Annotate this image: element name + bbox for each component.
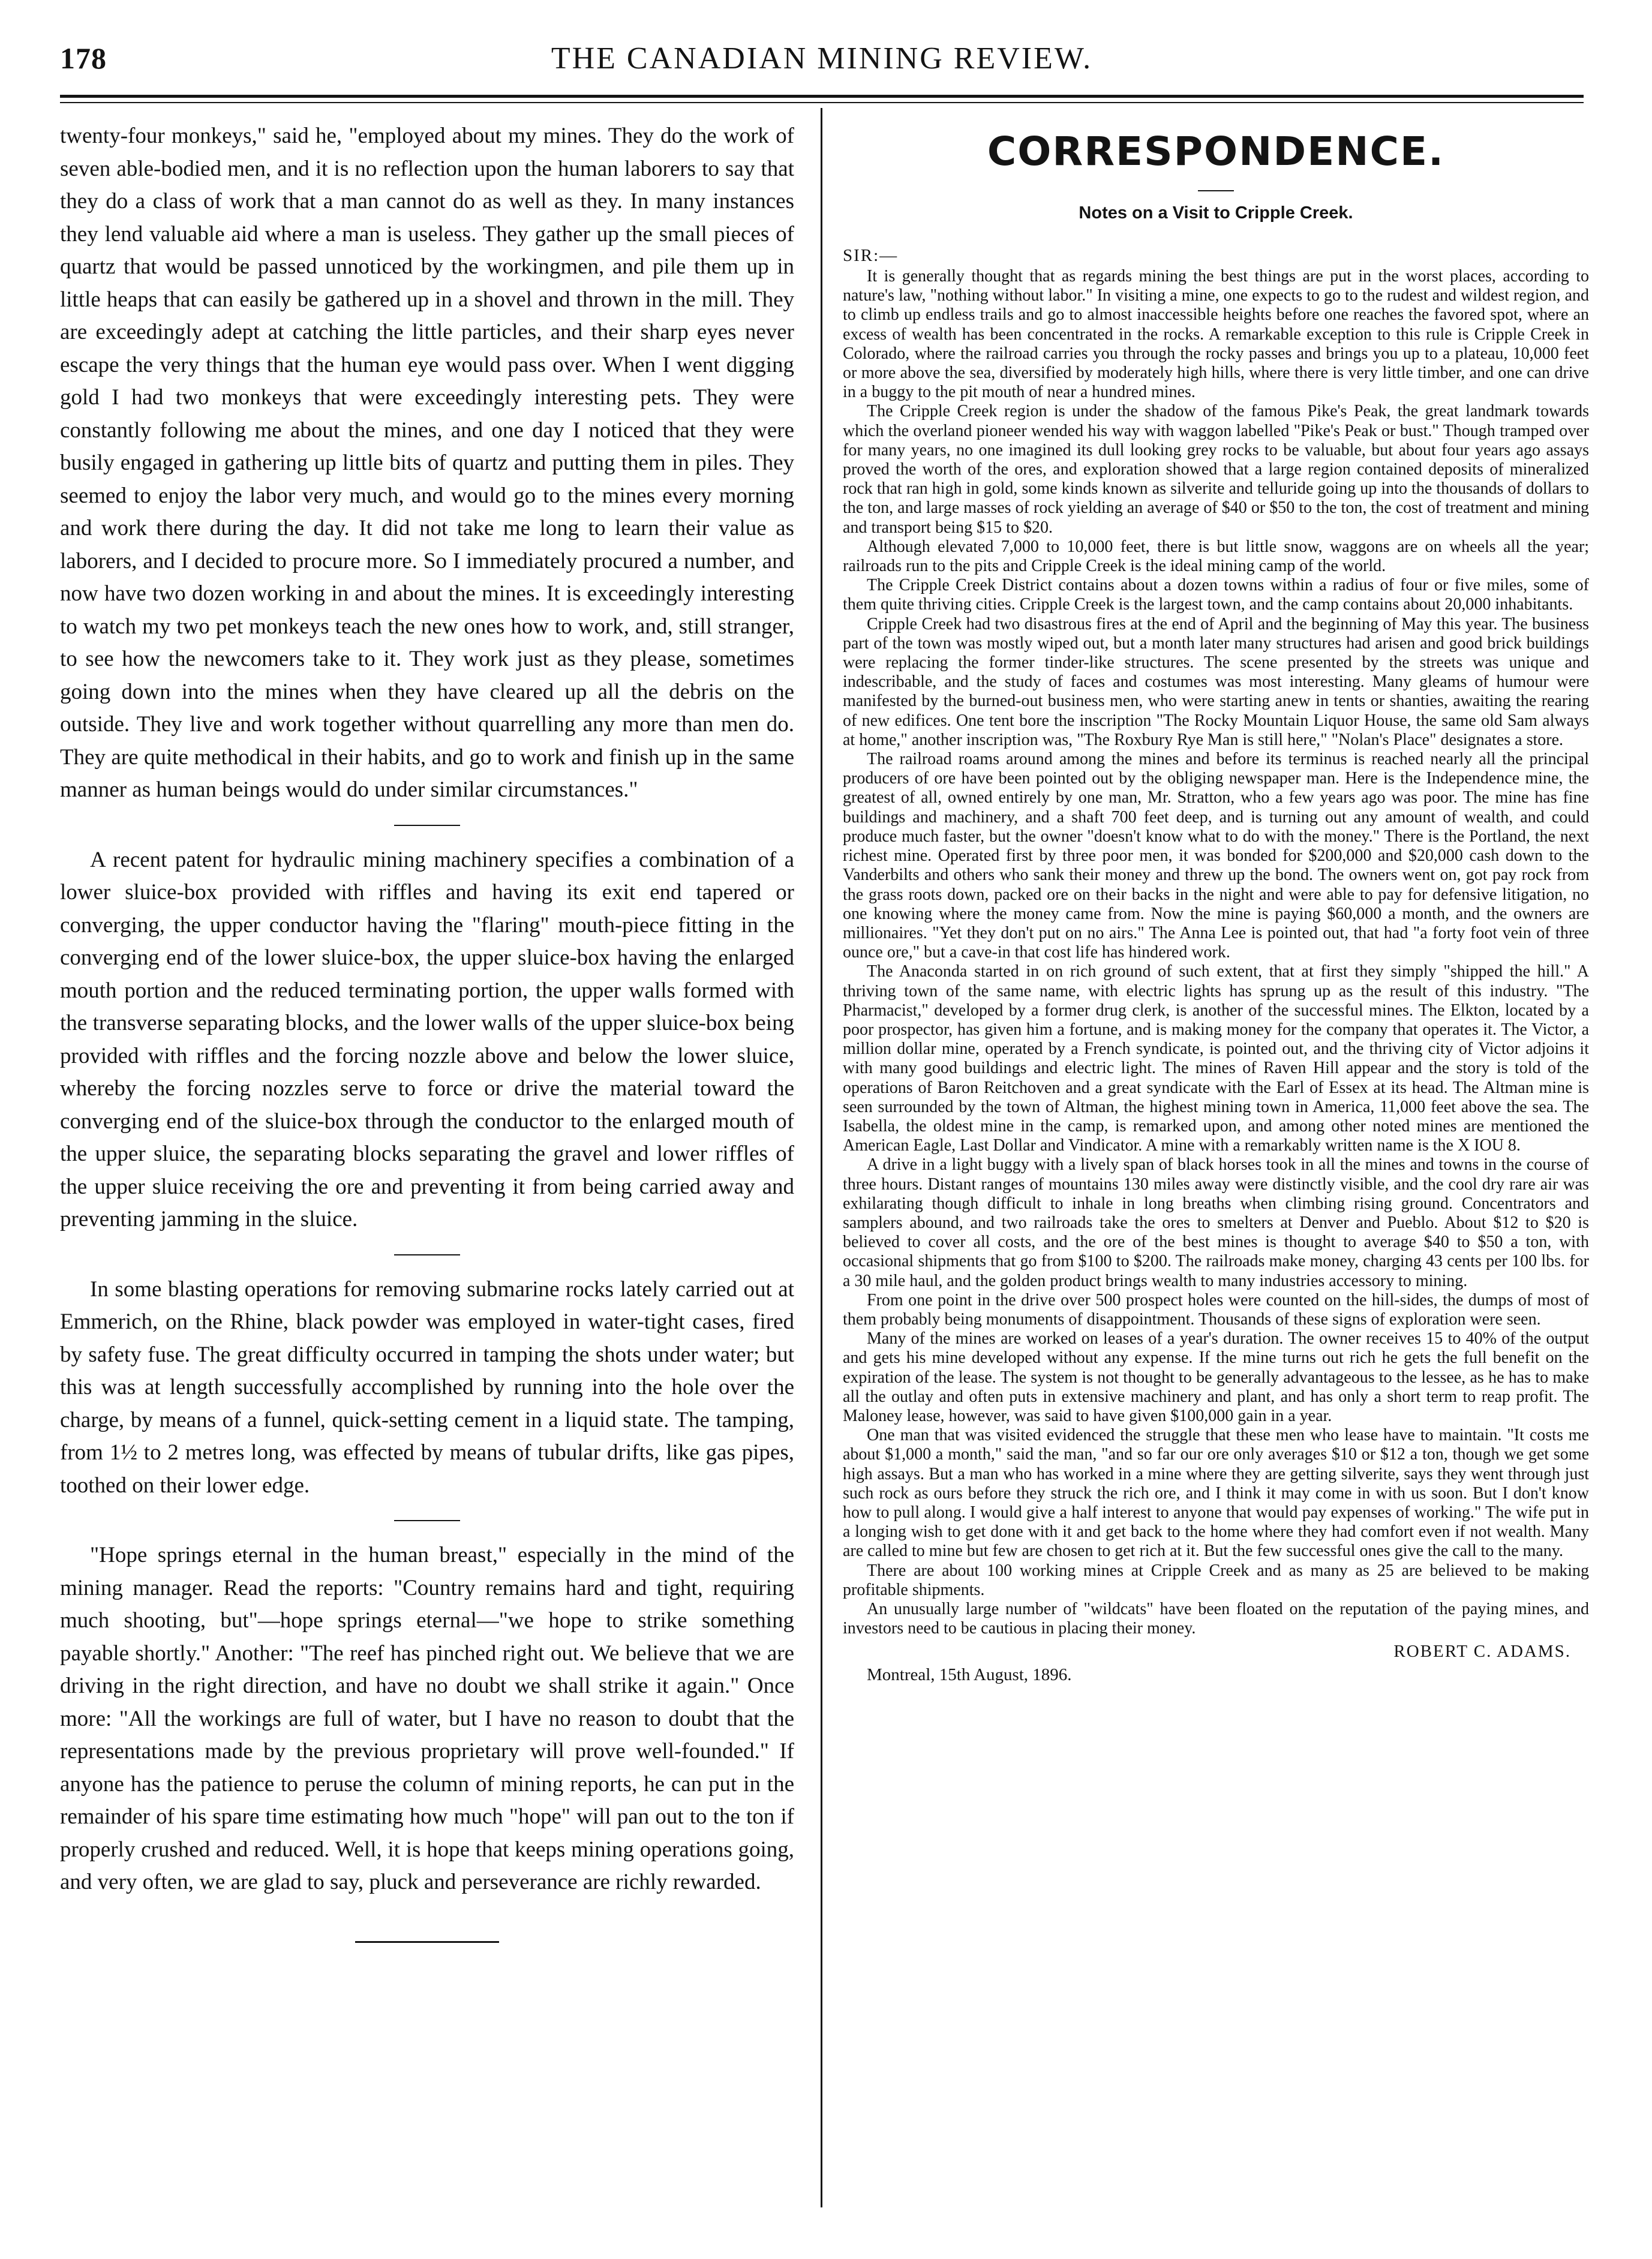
letter-paragraph: The railroad roams around among the mines and before its terminus is reached nearly all the principal producers of ore have been pointed out by the obliging newspaper man. Here is the Independence mine, the greatest of all, owned entirely by one man, Mr. Stratton, who a few years ago was poor. The mine has fine buildings and machinery, and a shaft 700 feet deep, and is turning out any amount of wealth, and could produce much faster, but the owner "doesn't know what to do with the money." There is the Portland, the next richest mine. Operated first by three poor men, it was bonded for $200,000 and $20,000 cash down to the Vanderbilts and others who sank their money and threw up the bond. The owners went on, got pay rock from the grass roots down, packed ore on their backs in the night and were able to pay for defensive litigation, no one knowing where the money came from. Now the mine is paying $60,000 a month, and the owners are millionaires. "Yet they don't put on no airs." The Anna Lee is pointed out, that had "a forty foot vein of three ounce ore," but a cave-in that cost life has hindered work. [843, 750, 1589, 962]
letter-paragraph: It is generally thought that as regards mining the best things are put in the worst places, according to nature's law, "nothing without labor." In visiting a mine, one expects to go to the rudest and wildest region, and to climb up endless trails and go to almost inaccessible heights before one reaches the favored spot, where an excess of wealth has been concentrated in the rocks. A remarkable exception to this rule is Cripple Creek in Colorado, where the railroad carries you through the rocky passes and brings you up to a plateau, 10,000 feet or more above the sea, diversified by moderately high hills, where there is very little timber, and one can drive in a buggy to the pit mouth of near a hundred mines. [843, 267, 1589, 402]
section-separator [394, 1520, 460, 1521]
letter-paragraph: Although elevated 7,000 to 10,000 feet, there is but little snow, waggons are on wheels all the year; railroads run to the pits and Cripple Creek is the ideal mining camp of the world. [843, 537, 1589, 576]
letter-paragraph: A drive in a light buggy with a lively span of black horses took in all the mines and towns in the course of three hours. Distant ranges of mountains 130 miles away were distinctly visible, and the cool dry rare air was exhilarating though difficult to inhale in long breaths when climbing rising ground. Concentrators and samplers abound, and two railroads take the ores to smelters at Denver and Pueblo. About $12 to $20 is believed to cover all costs, and the ore of the best mines is thought to average $40 to $50 a ton, with occasional shipments that go from $100 to $200. The railroads make money, charging 43 cents per 100 lbs. for a 30 mile haul, and the golden product brings wealth to many industries accessory to mining. [843, 1155, 1589, 1290]
dateline: Montreal, 15th August, 1896. [867, 1665, 1072, 1685]
section-separator [394, 825, 460, 826]
article-paragraph: In some blasting operations for removing submarine rocks lately carried out at Emmerich, on the Rhine, black powder was employed in water-tight cases, fired by safety fuse. The great difficulty occurred in tamping the shots under water; but this was at length successfully accomplished by running into the hole over the charge, by means of a funnel, quick-setting cement in a liquid state. The tamping, from 1½ to 2 metres long, was effected by means of tubular drifts, like gas pipes, toothed on their lower edge. [60, 1276, 794, 1498]
letter-paragraph: The Cripple Creek region is under the shadow of the famous Pike's Peak, the great landmark towards which the overland pioneer wended his way with waggon labelled "Pike's Peak or bust." Though tramped over for many years, no one imagined its dull looking grey rocks to be valuable, but about four years ago assays proved the worth of the ores, and exploration showed that a large region contained deposits of mineralized rock that ran high in gold, some kinds known as silverite and telluride going up into the thousands of dollars to the ton, and large masses of rock yielding an average of $40 or $50 to the ton, the cost of treatment and mining and transport being $15 to $20. [843, 402, 1589, 537]
letter-paragraph: There are about 100 working mines at Cripple Creek and as many as 25 are believed to be making profitable shipments. [843, 1561, 1589, 1599]
column-divider [821, 108, 822, 2207]
letter-paragraph: The Cripple Creek District contains about a dozen towns within a radius of four or five miles, some of them quite thriving cities. Cripple Creek is the largest town, and the camp contains about 20,000 inhabitants. [843, 576, 1589, 614]
section-title: CORRESPONDENCE. [987, 128, 1445, 175]
letter-paragraph: Many of the mines are worked on leases of a year's duration. The owner receives 15 to 40% of the output and gets his mine developed without any expense. If the mine turns out rich he gets the full benefit on the expiration of the lease. The system is not thought to be generally advantageous to the lessee, as he has to make all the outlay and often puts in extensive machinery and plant, and has only a short term to reap profit. The Maloney lease, however, was said to have given $100,000 gain in a year. [843, 1329, 1589, 1425]
letter-paragraph: The Anaconda started in on rich ground of such extent, that at first they simply "shipped the hill." A thriving town of the same name, with electric lights has sprung up as the result of this industry. "The Pharmacist," developed by a former drug clerk, is another of the successful mines. The Elkton, located by a poor prospector, has given him a fortune, and is making money for the company that operates it. The Victor, a million dollar mine, operated by a French syndicate, is pointed out, and the thriving city of Victor adjoins it with many good buildings and electric light. The mines of Raven Hill appear and the story is told of the operations of Baron Reitchoven and a great syndicate with the Earl of Essex at its head. The Altman mine is seen surrounded by the town of Altman, the highest mining town in America, 11,000 feet above the sea. The Isabella, the oldest mine in the camp, is remarked upon, and among other noted mines are mentioned the American Eagle, Last Dollar and Vindicator. A mine with a remarkably written name is the X IOU 8. [843, 962, 1589, 1155]
journal-title: THE CANADIAN MINING REVIEW. [551, 41, 1093, 76]
article-paragraph: twenty-four monkeys," said he, "employed about my mines. They do the work of seven able-bodied men, and it is no reflection upon the human laborers to say that they do a class of work that a man cannot do as well as they. In many instances they lend valuable aid where a man is useless. They gather up the small pieces of quartz that would be passed unnoticed by the workingmen, and pile them up in little heaps that can easily be gathered up in a shovel and thrown in the mill. They are exceedingly adept at catching the little particles, and their sharp eyes never escape the very things that the human eye would pass over. When I went digging gold I had two monkeys that were exceedingly interesting pets. They were constantly following me about the mines, and one day I noticed that they were busily engaged in gathering up little bits of quartz and putting them in piles. They seemed to enjoy the labor very much, and would go to the mines every morning and work there during the day. It did not take me long to learn their value as laborers, and I decided to procure more. So I immediately procured a number, and now have two dozen working in and about the mines. It is exceedingly interesting to watch my two pet monkeys teach the new ones how to work, and, still stranger, to see how the newcomers take to it. They work just as they please, sometimes going down into the mines when they have cleared up all the debris on the outside. They live and work together without quarrelling any more than men do. They are quite methodical in their habits, and go to work and finish up in the same manner as human beings would do under similar circumstances." [60, 124, 794, 802]
salutation: SIR:— [843, 246, 899, 265]
right-column [843, 120, 1589, 1685]
header-rule [60, 95, 1584, 98]
page-number: 178 [60, 41, 107, 75]
letter-paragraph: From one point in the drive over 500 prospect holes were counted on the hill-sides, the dumps of most of them probably being monuments of disappointment. Thousands of these signs of exploration were seen. [843, 1290, 1589, 1329]
letter-paragraph: Cripple Creek had two disastrous fires at the end of April and the beginning of May this year. The business part of the town was mostly wiped out, but a month later many structures had arisen and good brick buildings were replacing the former tinder-like structures. The scene presented by the streets was unique and indescribable, and the study of faces and costumes was most interesting. Many gleams of humour were manifested by the burned-out business men, who were starting anew in tents or shanties, awaiting the rearing of new edifices. One tent bore the inscription "The Rocky Mountain Liquor House, the same old Sam always at home," another inscription was, "The Roxbury Rye Man is still here," "Nolan's Place" designates a store. [843, 614, 1589, 749]
letter-title: Notes on a Visit to Cripple Creek. [1079, 203, 1353, 223]
page-header [60, 41, 1584, 89]
signature: ROBERT C. ADAMS. [1393, 1642, 1571, 1662]
column-end-rule [355, 1941, 499, 1943]
article-paragraph: A recent patent for hydraulic mining machinery specifies a combination of a lower sluice-box provided with riffles and having its exit end tapered or converging, the upper conductor having the "flaring" mouth-piece fitting in the converging end of the lower sluice-box, the upper sluice-box having the enlarged mouth portion and the reduced terminating portion, the upper walls formed with the transverse separating blocks, and the lower walls of the upper sluice-box being provided with riffles and the forcing nozzle above and below the lower sluice, whereby the forcing nozzles serve to force or drive the material toward the converging end of the sluice-box through the conductor to the enlarged mouth of the upper sluice, the separating blocks separating the gravel and lower riffles of the upper sluice receiving the ore and preventing it from being carried away and preventing jamming in the sluice. [60, 847, 794, 1231]
letter-paragraph: An unusually large number of "wildcats" have been floated on the reputation of the paying mines, and investors need to be cautious in placing their money. [843, 1600, 1589, 1638]
header-rule-thin [60, 102, 1584, 103]
section-separator [394, 1254, 460, 1255]
article-paragraph: "Hope springs eternal in the human breast," especially in the mind of the mining manager. Read the reports: "Country remains hard and tight, requiring much shooting, but"—hope springs eternal—"we hope to strike something payable shortly." Another: "The reef has pinched right out. We believe that we are driving in the right direction, and have no doubt we shall strike it again." Once more: "All the workings are full of water, but I have no reason to doubt that the representations made by the previous proprietary will prove well-founded." If anyone has the patience to peruse the column of mining reports, he can put in the remainder of his spare time estimating how much "hope" will pan out to the ton if properly crushed and reduced. Well, it is hope that keeps mining operations going, and very often, we are glad to say, pluck and perseverance are richly rewarded. [60, 1543, 794, 1894]
left-column [60, 120, 794, 1943]
title-rule [1198, 190, 1234, 191]
letter-paragraph: One man that was visited evidenced the struggle that these men who lease have to maintain. "It costs me about $1,000 a month," said the man, "and so far our ore only averages $10 or $12 a ton, though we get some high assays. But a man who has worked in a mine where they are getting silverite, says they went through just such rock as ours before they struck the rich ore, and I think it may come in with us soon. But I don't know how to pull along. I would give a half interest to anyone that would pay expenses of working." The wife put in a longing wish to get done with it and get back to the home where they had comfort even if not wealth. Many are called to mine but few are chosen to get rich at it. But the few successful ones give the call to the many. [843, 1426, 1589, 1561]
